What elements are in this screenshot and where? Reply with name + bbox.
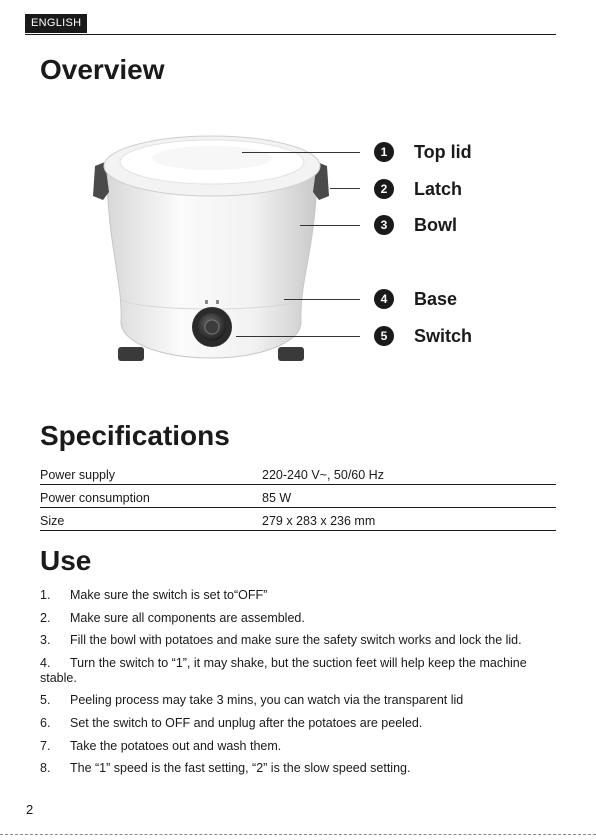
list-item — [40, 588, 560, 603]
step-text: Peeling process may take 3 mins, you can watch via the transparent lid — [70, 693, 464, 708]
step-text: Take the potatoes out and wash them. — [70, 738, 282, 753]
spec-label: Size — [40, 514, 65, 528]
step-text: Set the switch to OFF and unplug after the potatoes are peeled. — [70, 715, 423, 730]
spec-value: 220-240 V~, 50/60 Hz — [262, 468, 384, 482]
specifications-heading: Specifications — [40, 420, 230, 451]
overview-heading: Overview — [40, 54, 165, 85]
step-text: Make sure the switch is set to“OFF” — [70, 588, 268, 602]
callout-switch — [374, 325, 472, 347]
step-number: 7. — [40, 738, 51, 753]
language-badge: ENGLISH — [25, 14, 87, 33]
specifications-table — [40, 462, 556, 531]
leader-line-top-lid — [242, 152, 360, 153]
list-item — [40, 716, 560, 731]
callout-number: 1 — [374, 142, 394, 162]
page-divider — [0, 834, 596, 835]
callout-number: 2 — [374, 179, 394, 199]
leader-line-base — [284, 299, 360, 300]
step-text: Turn the switch to “1”, it may shake, but the suction feet will help keep the machine stable. — [40, 655, 527, 685]
spec-label: Power consumption — [40, 491, 150, 505]
spec-label: Power supply — [40, 468, 116, 482]
callout-label: Base — [414, 288, 458, 309]
language-header — [25, 14, 556, 35]
step-number: 3. — [40, 633, 51, 648]
leader-line-bowl — [300, 225, 360, 226]
list-item — [40, 693, 560, 708]
page-number: 2 — [26, 802, 34, 817]
step-number: 6. — [40, 715, 51, 730]
callout-label: Latch — [414, 178, 463, 199]
leader-line-latch — [330, 188, 360, 189]
list-item — [40, 611, 560, 626]
callout-bowl — [374, 214, 457, 236]
callout-label: Top lid — [414, 141, 472, 162]
leader-line-switch — [236, 336, 360, 337]
callout-number: 4 — [374, 289, 394, 309]
list-item — [40, 633, 560, 648]
callout-latch — [374, 178, 462, 200]
spec-row — [40, 485, 556, 508]
potato-peeler-image — [85, 122, 335, 382]
step-text: Make sure all components are assembled. — [70, 610, 305, 625]
step-number: 4. — [40, 655, 51, 670]
use-heading: Use — [40, 545, 92, 576]
spec-value: 279 x 283 x 236 mm — [262, 514, 376, 528]
step-number: 8. — [40, 761, 51, 776]
step-number: 1. — [40, 588, 51, 602]
callout-label: Switch — [414, 325, 473, 346]
step-text: The “1” speed is the fast setting, “2” is the slow speed setting. — [70, 761, 411, 776]
list-item — [40, 739, 560, 754]
callout-number: 3 — [374, 215, 394, 235]
step-number: 2. — [40, 610, 51, 625]
use-steps-list — [40, 588, 560, 784]
callout-top-lid — [374, 141, 472, 163]
spec-row — [40, 508, 556, 531]
callout-label: Bowl — [414, 214, 457, 235]
callout-base — [374, 288, 457, 310]
list-item — [40, 761, 560, 776]
spec-value: 85 W — [262, 491, 292, 505]
list-item — [40, 656, 560, 686]
spec-row — [40, 462, 556, 485]
step-text: Fill the bowl with potatoes and make sure the safety switch works and lock the lid. — [70, 633, 522, 648]
step-number: 5. — [40, 693, 51, 708]
callout-number: 5 — [374, 326, 394, 346]
